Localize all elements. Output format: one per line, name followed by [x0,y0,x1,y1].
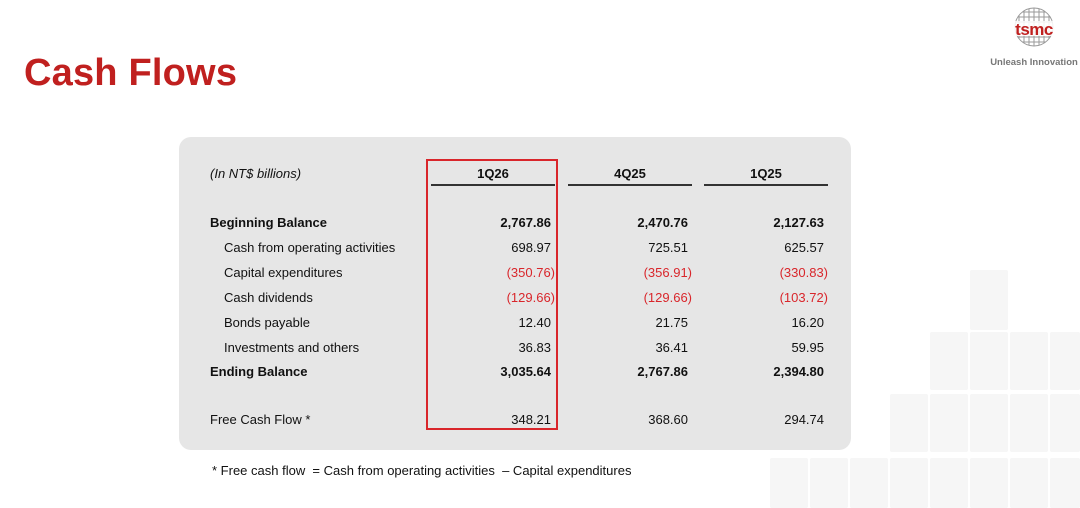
column-header-1q25: 1Q25 [750,166,782,181]
table-cell: 2,470.76 [637,215,688,230]
table-cell: 36.83 [518,340,551,355]
table-cell: 36.41 [655,340,688,355]
logo-tagline: Unleash Innovation [990,57,1078,68]
table-cell: 725.51 [648,240,688,255]
footnote: * Free cash flow = Cash from operating activities – Capital expenditures [212,463,632,478]
table-cell: 625.57 [784,240,824,255]
table-cell: 698.97 [511,240,551,255]
table-cell: 3,035.64 [500,364,551,379]
table-cell-negative: (129.66) [506,290,555,305]
table-cell: 368.60 [648,412,688,427]
table-cell: 2,127.63 [773,215,824,230]
row-label-ending-balance: Ending Balance [210,364,308,379]
row-label-free-cash-flow: Free Cash Flow * [210,412,311,427]
tsmc-logo [990,6,1078,70]
table-cell-negative: (103.72) [779,290,828,305]
table-cell: 348.21 [511,412,551,427]
table-cell-negative: (330.83) [779,265,828,280]
row-label-capex: Capital expenditures [224,265,343,280]
row-label-beginning-balance: Beginning Balance [210,215,328,230]
table-cell: 2,394.80 [773,364,824,379]
table-cell: 294.74 [784,412,824,427]
column-header-1q26: 1Q26 [477,166,509,181]
table-cell: 2,767.86 [637,364,688,379]
table-cell: 21.75 [655,315,688,330]
row-label-operating-cash: Cash from operating activities [224,240,396,255]
logo-wordmark: tsmc [1015,20,1053,39]
table-cell: 16.20 [791,315,824,330]
highlight-box-1q26 [426,159,558,430]
table-cell-negative: (356.91) [643,265,692,280]
unit-label: (In NT$ billions) [210,166,302,181]
column-header-rule [568,184,692,186]
page-title: Cash Flows [24,52,238,94]
table-cell: 2,767.86 [500,215,551,230]
table-cell-negative: (350.76) [506,265,555,280]
table-cell: 12.40 [518,315,551,330]
row-label-dividends: Cash dividends [224,290,313,305]
row-label-bonds: Bonds payable [224,315,311,330]
row-label-investments: Investments and others [224,340,360,355]
table-cell-negative: (129.66) [643,290,692,305]
column-header-4q25: 4Q25 [614,166,646,181]
column-header-rule [704,184,828,186]
table-cell: 59.95 [791,340,824,355]
